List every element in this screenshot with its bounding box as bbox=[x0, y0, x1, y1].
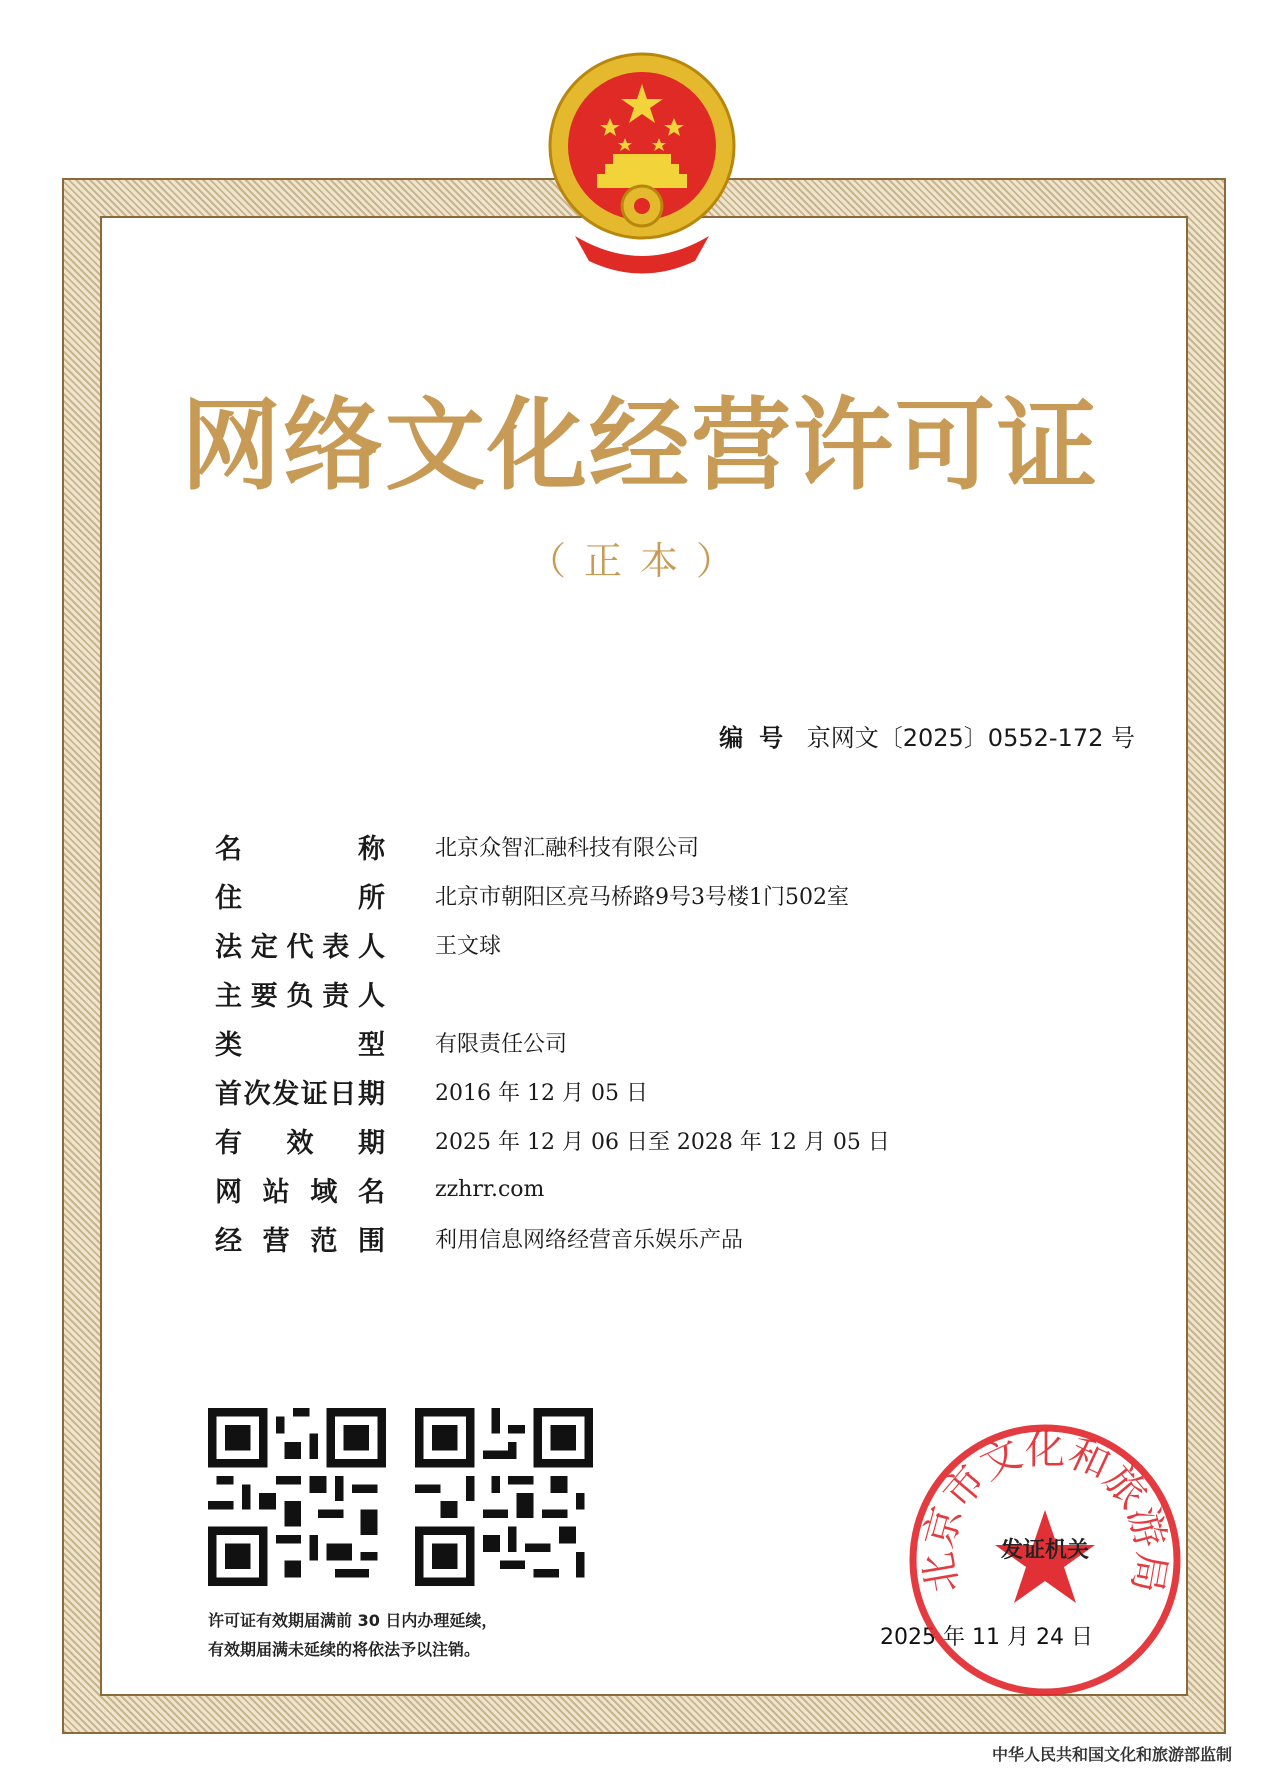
field-value: 王文球 bbox=[435, 934, 502, 959]
field-label: 法定代表人 bbox=[215, 932, 385, 963]
qr-code-icon[interactable] bbox=[208, 1408, 386, 1586]
field-business-scope bbox=[215, 1214, 1015, 1263]
license-number bbox=[719, 718, 1135, 753]
certificate-title: 网络文化经营许可证 bbox=[181, 386, 1099, 504]
field-label: 类型 bbox=[215, 1030, 385, 1061]
field-value: 2025 年 12 月 06 日至 2028 年 12 月 05 日 bbox=[435, 1130, 890, 1155]
license-number-label: 编号 bbox=[719, 724, 800, 752]
seal-text: 北京市文化和旅游局 bbox=[915, 1426, 1175, 1597]
field-principal bbox=[215, 969, 1015, 1018]
certificate-subtitle: （正本） bbox=[527, 539, 752, 583]
field-value: 北京市朝阳区亮马桥路9号3号楼1门502室 bbox=[435, 885, 849, 910]
notice-line: 有效期届满未延续的将依法予以注销。 bbox=[208, 1640, 481, 1659]
license-notice bbox=[208, 1606, 497, 1664]
field-label: 网站域名 bbox=[215, 1177, 385, 1208]
field-label: 经营范围 bbox=[215, 1226, 385, 1257]
license-fields bbox=[215, 822, 1015, 1263]
field-legal-representative bbox=[215, 920, 1015, 969]
field-type bbox=[215, 1018, 1015, 1067]
field-value: 2016 年 12 月 05 日 bbox=[435, 1081, 648, 1106]
issue-date: 2025 年 11 月 24 日 bbox=[880, 1625, 1093, 1650]
field-value: 利用信息网络经营音乐娱乐产品 bbox=[435, 1228, 744, 1253]
field-value: 有限责任公司 bbox=[435, 1032, 568, 1057]
field-label: 首次发证日期 bbox=[215, 1079, 385, 1110]
notice-line: 许可证有效期届满前 30 日内办理延续， bbox=[208, 1611, 498, 1630]
seal-sub-text: 发证机关 bbox=[1000, 1538, 1090, 1563]
field-label: 主要负责人 bbox=[215, 981, 385, 1012]
field-value: 北京众智汇融科技有限公司 bbox=[435, 836, 700, 861]
field-first-issue-date bbox=[215, 1067, 1015, 1116]
official-seal-icon bbox=[900, 1415, 1190, 1705]
field-label: 名称 bbox=[215, 834, 385, 865]
license-number-value: 京网文〔2025〕0552-172 号 bbox=[806, 724, 1135, 752]
field-label: 有效期 bbox=[215, 1128, 385, 1159]
issuer-footer: 中华人民共和国文化和旅游部监制 bbox=[991, 1745, 1232, 1764]
field-validity bbox=[215, 1116, 1015, 1165]
field-value: zzhrr.com bbox=[435, 1177, 545, 1202]
national-emblem-icon bbox=[535, 46, 750, 276]
field-domain bbox=[215, 1165, 1015, 1214]
field-address bbox=[215, 871, 1015, 920]
field-name bbox=[215, 822, 1015, 871]
qr-code-icon[interactable] bbox=[415, 1408, 593, 1586]
field-label: 住所 bbox=[215, 883, 385, 914]
